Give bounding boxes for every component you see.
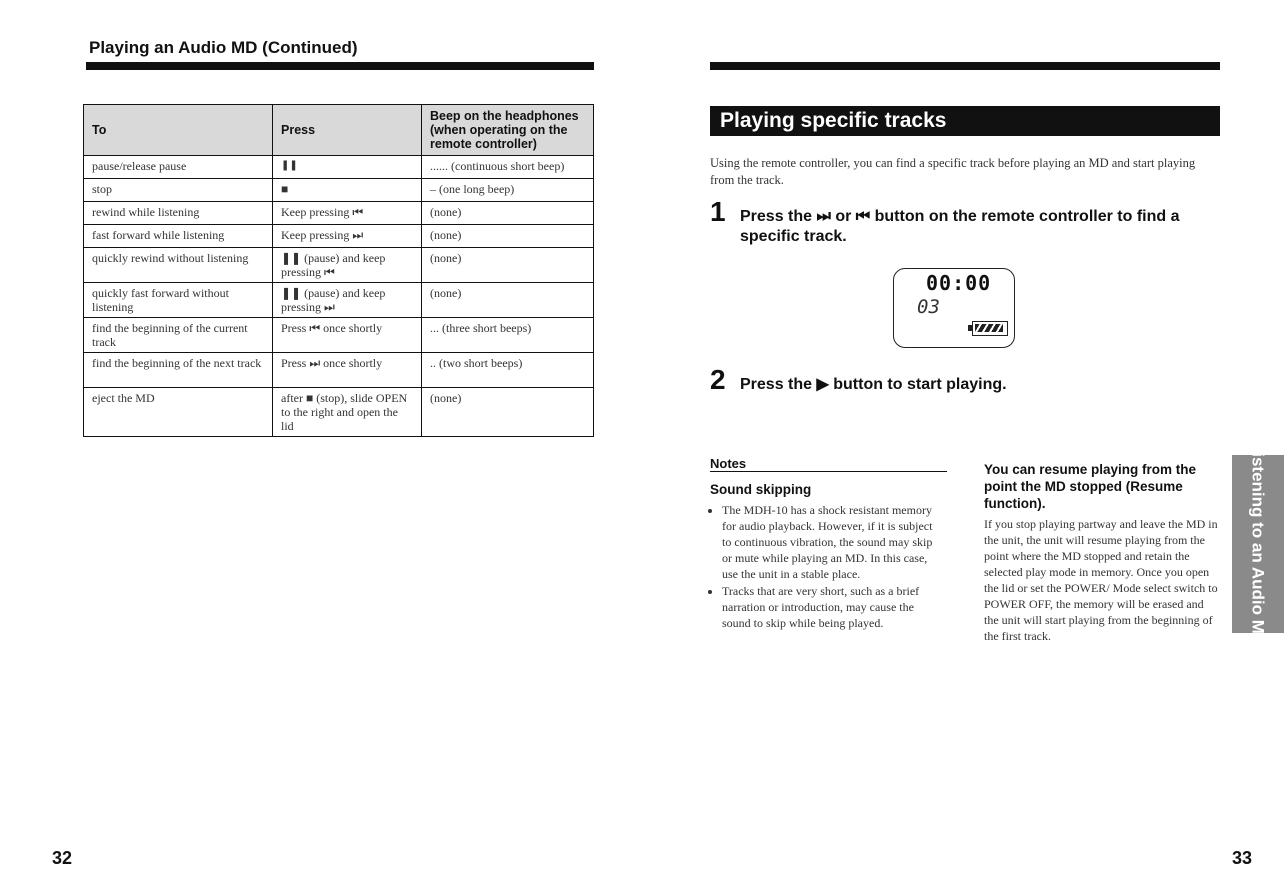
notes-subheading: Sound skipping — [710, 482, 812, 497]
lcd-track-number: 03 — [917, 296, 940, 318]
cell-to: stop — [84, 179, 273, 202]
step-1-text: Press the ⏭ or ⏮ button on the remote controller to find a specific track. — [740, 208, 1180, 245]
operations-table — [83, 104, 594, 437]
cell-to: find the beginning of the next track — [84, 353, 273, 388]
cell-press: Keep pressing ⏭ — [273, 225, 422, 248]
cell-beep: (none) — [422, 202, 594, 225]
cell-to: quickly rewind without listening — [84, 248, 273, 283]
table-row — [84, 156, 594, 179]
cell-to: find the beginning of the current track — [84, 318, 273, 353]
header-beep: Beep on the headphones (when operating on the remote controller) — [422, 105, 594, 156]
side-tab-label: Listening to an Audio MD — [1248, 441, 1268, 647]
header-rule-right — [710, 62, 1220, 70]
cell-beep: (none) — [422, 225, 594, 248]
table-row — [84, 318, 594, 353]
page-number-right: 33 — [1232, 848, 1253, 868]
cell-beep: (none) — [422, 283, 594, 318]
battery-icon — [972, 321, 1008, 336]
list-item: • Tracks that are very short, such as a brief narration or introduction, may cause the sound to skip while being played. — [722, 583, 940, 631]
table-row — [84, 225, 594, 248]
cell-press: Press ⏮ once shortly — [273, 318, 422, 353]
step-1-number: 1 — [710, 196, 726, 227]
section-side-tab — [1232, 441, 1284, 647]
notes-underline — [710, 471, 947, 472]
section-banner: Playing specific tracks — [710, 106, 1220, 136]
cell-press: ❚❚ (pause) and keep pressing ⏭ — [273, 283, 422, 318]
table-row — [84, 353, 594, 388]
cell-to: rewind while listening — [84, 202, 273, 225]
cell-press: Press ⏭ once shortly — [273, 353, 422, 388]
cell-press: after ■ (stop), slide OPEN to the right and open the lid — [273, 388, 422, 437]
table-row — [84, 283, 594, 318]
cell-beep: (none) — [422, 248, 594, 283]
header-to: To — [84, 105, 273, 156]
cell-to: quickly fast forward without listening — [84, 283, 273, 318]
table-row — [84, 202, 594, 225]
table-header-row — [84, 105, 594, 156]
lcd-time: 00:00 — [926, 271, 992, 295]
cell-press: ■ — [273, 179, 422, 202]
step-2-text: Press the ▶ button to start playing. — [740, 376, 1007, 393]
cell-beep: ... (three short beeps) — [422, 318, 594, 353]
cell-beep: (none) — [422, 388, 594, 437]
cell-to: pause/release pause — [84, 156, 273, 179]
list-item: • The MDH-10 has a shock resistant memory for audio playback. However, if it is subject to continuous vibration, the sound may skip or mute while playing an MD. In this case, use the unit in a stable place. — [722, 502, 940, 582]
page-title: Playing an Audio MD (Continued) — [89, 38, 358, 57]
notes-list — [710, 502, 940, 632]
cell-beep: – (one long beep) — [422, 179, 594, 202]
cell-press: ❚❚ (pause) and keep pressing ⏮ — [273, 248, 422, 283]
cell-beep: ...... (continuous short beep) — [422, 156, 594, 179]
resume-heading: You can resume playing from the point the MD stopped (Resume function). — [984, 462, 1197, 511]
page-number-left: 32 — [52, 848, 73, 868]
table-row — [84, 248, 594, 283]
table-row — [84, 388, 594, 437]
cell-press: Keep pressing ⏮ — [273, 202, 422, 225]
header-rule-left — [86, 62, 594, 70]
header-press: Press — [273, 105, 422, 156]
cell-to: fast forward while listening — [84, 225, 273, 248]
cell-press: ❚❚ — [273, 156, 422, 179]
notes-heading: Notes — [710, 456, 747, 471]
table-row — [84, 179, 594, 202]
step-2-number: 2 — [710, 364, 726, 395]
resume-body: If you stop playing partway and leave the MD in the unit, the unit will resume playing from the point where the MD stopped and retain the selected play mode in memory. Once you open the lid or set the POWER/ Mode select switch to POWER OFF, the memory will be erased and the unit will start playing from the beginning of the first track. — [984, 517, 1218, 643]
cell-beep: .. (two short beeps) — [422, 353, 594, 388]
intro-paragraph: Using the remote controller, you can find a specific track before playing an MD and start playing from the track. — [710, 156, 1196, 187]
cell-to: eject the MD — [84, 388, 273, 437]
